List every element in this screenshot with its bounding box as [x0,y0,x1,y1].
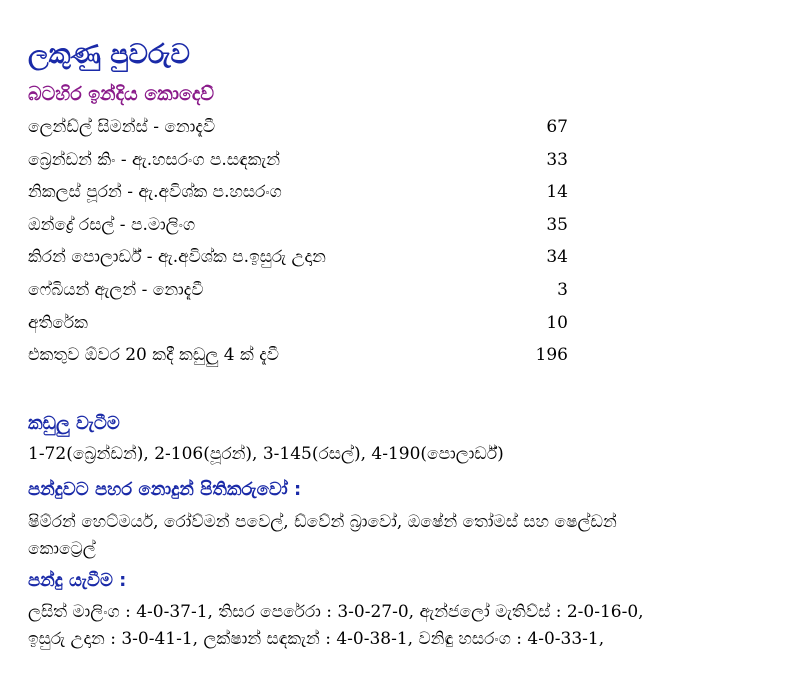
extras-row [28,308,568,341]
bowling-line-2: ඉසුරු උදාන : 3-0-41-1, ලක්ෂාන් සඳකැන් : 4-0-38-1, වනිඳු හසරංග : 4-0-33-1, [28,629,605,649]
batter-name: ෆේබියන් ඇලන් - නොදැවී [28,279,204,300]
scorecard-page [28,0,788,686]
batter-runs: 14 [546,182,568,203]
bowling-line-1: ලසිත් මාලිංග : 4-0-37-1, තිසර පෙරේරා : 3-0-27-0, ඇන්ජලෝ මැතිව්ස් : 2-0-16-0, [28,602,644,622]
batting-row [28,177,568,210]
innings-heading: බටහිර ඉන්දිය කොදෙව් [28,83,214,105]
page-title: ලකුණු පුවරුව [28,39,190,70]
batting-row [28,112,568,145]
batting-scorecard [28,112,568,373]
did-not-bat-line-1: ෂිම්රන් හෙට්මයර්, රෝව්මන් පවෙල්, ඩ්වේන් බ්‍රාවෝ, ඔෂේන් තෝමස් සහ ෂෙල්ඩන් [28,512,617,532]
batter-name: කිරන් පොලාර්ඩ් - ඇ.අවිශ්ක ප.ඉසුරු උදාන [28,247,326,268]
batting-row [28,145,568,178]
extras-runs: 10 [546,312,568,333]
batter-runs: 34 [546,247,568,268]
total-runs: 196 [535,345,568,366]
total-label: එකතුව ඕවර 20 කදී කඩුලු 4 ක් දැවී [28,345,280,366]
fall-of-wickets-heading: කඩුලු වැටීම [28,413,120,434]
batter-name: ලෙන්ඩ්ල් සිමන්ස් - නොදැවී [28,117,216,137]
batting-row [28,242,568,275]
batter-runs: 35 [546,214,568,235]
batter-runs: 33 [546,149,568,170]
batting-row [28,275,568,308]
total-row [28,340,568,373]
batting-row [28,210,568,243]
extras-label: අතිරේක [28,312,88,333]
did-not-bat-heading: පන්දුවට පහර නොදුන් පිතිකරුවෝ : [28,479,302,500]
batter-name: නිකලස් පූරන් - ඇ.අවිශ්ක ප.හසරංග [28,182,282,203]
batter-name: බ්‍රෙන්ඩන් කිං - ඇ.හසරංග ප.සඳකැන් [28,149,281,170]
fall-of-wickets-text: 1-72(බ්‍රෙන්ඩන්), 2-106(පූරන්), 3-145(රසල්), 4-190(පොලාර්ඩ්) [28,444,504,464]
batter-runs: 3 [557,279,568,300]
batter-runs: 67 [546,117,568,137]
bowling-heading: පන්දු යැවීම : [28,570,127,591]
did-not-bat-line-2: කොට්‍රෙල් [28,539,96,559]
batter-name: ඔන්ද්‍රේ රසල් - ප.මාලිංග [28,214,196,235]
